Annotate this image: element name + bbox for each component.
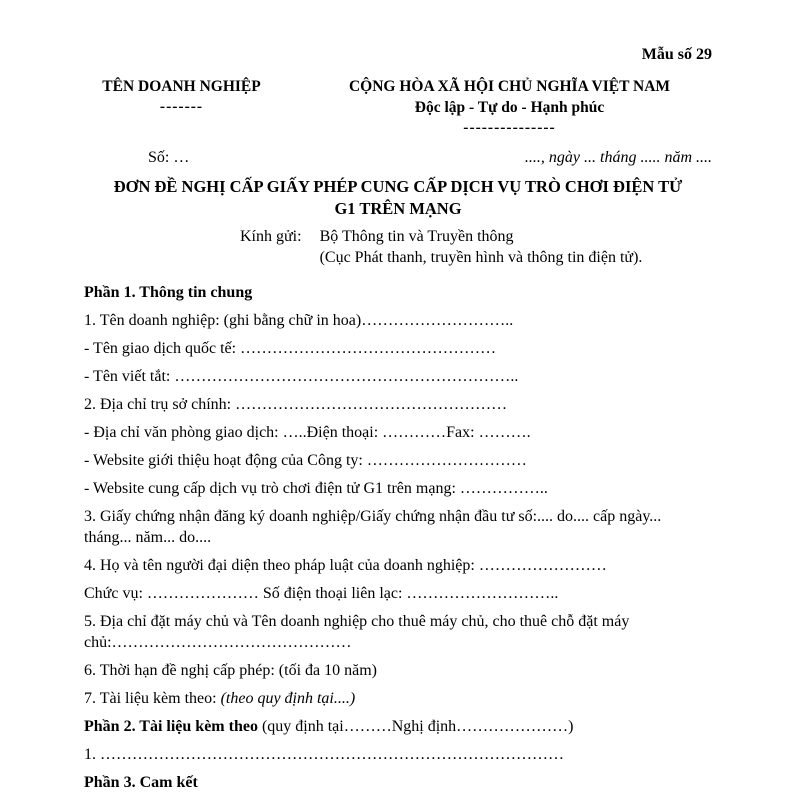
- recipient-block: [240, 226, 712, 268]
- recipient-line1: Bộ Thông tin và Truyền thông: [319, 228, 514, 245]
- reference-date: ...., ngày ... tháng ..... năm ....: [524, 149, 712, 166]
- form-line-company-website: - Website giới thiệu hoạt động của Công ty: …………………………: [84, 452, 527, 469]
- company-divider: -------: [159, 98, 204, 115]
- form-line-company-name: 1. Tên doanh nghiệp: (ghi bằng chữ in hoa)………………………..: [84, 312, 514, 329]
- header-company-block: [84, 76, 279, 138]
- section3-heading: Phần 3. Cam kết: [84, 774, 198, 791]
- form-line-abbrev: - Tên viết tắt: ………………………………………………………..: [84, 368, 519, 385]
- national-divider: ---------------: [463, 119, 556, 136]
- form-number: Mẫu số 29: [641, 46, 712, 63]
- national-title: CỘNG HÒA XÃ HỘI CHỦ NGHĨA VIỆT NAM: [348, 78, 671, 95]
- form-line-game-website: - Website cung cấp dịch vụ trò chơi điện tử G1 trên mạng: ……………..: [84, 480, 548, 497]
- recipient-label: Kính gửi:: [240, 228, 302, 245]
- document-title-line2: G1 TRÊN MẠNG: [334, 199, 462, 218]
- section2-heading-bold: Phần 2. Tài liệu kèm theo: [84, 718, 258, 735]
- form-line-server-location: 5. Địa chỉ đặt máy chủ và Tên doanh nghiệp cho thuê máy chủ, cho thuê chỗ đặt máy chủ:………………………………………: [84, 613, 630, 651]
- reference-number: Số: …: [148, 149, 190, 166]
- recipient-address: [320, 226, 643, 268]
- reference-row: [84, 147, 712, 168]
- company-name: TÊN DOANH NGHIỆP: [102, 78, 261, 95]
- section1-heading: Phần 1. Thông tin chung: [84, 284, 253, 301]
- form-line-intl-name: - Tên giao dịch quốc tế: …………………………………………: [84, 340, 497, 357]
- form-line-office-phone-fax: - Địa chỉ văn phòng giao dịch: …..Điện thoại: …………Fax: ……….: [84, 424, 531, 441]
- form-line-license-duration: 6. Thời hạn đề nghị cấp phép: (tối đa 10 năm): [84, 662, 377, 679]
- form-line-registration-cert: 3. Giấy chứng nhận đăng ký doanh nghiệp/Giấy chứng nhận đầu tư số:.... do.... cấp ngày... tháng... năm... do....: [84, 508, 662, 546]
- recipient-line2: (Cục Phát thanh, truyền hình và thông tin điện tử).: [319, 249, 643, 266]
- document-title-line1: ĐƠN ĐỀ NGHỊ CẤP GIẤY PHÉP CUNG CẤP DỊCH VỤ TRÒ CHƠI ĐIỆN TỬ: [113, 177, 683, 196]
- section2-line-1: 1. ……………………………………………………………………………: [84, 746, 564, 763]
- national-motto: Độc lập - Tự do - Hạnh phúc: [414, 99, 605, 116]
- document-title: [84, 176, 712, 220]
- form-line-attached-docs-note: (theo quy định tại....): [220, 690, 356, 707]
- form-line-legal-representative: 4. Họ và tên người đại diện theo pháp luật của doanh nghiệp: ……………………: [84, 557, 607, 574]
- section2-heading-note: (quy định tại………Nghị định…………………): [257, 718, 574, 735]
- form-line-attached-docs-text: 7. Tài liệu kèm theo:: [84, 690, 221, 707]
- form-line-position-phone: Chức vụ: ………………… Số điện thoại liên lạc: ………………………..: [84, 585, 559, 602]
- national-header: [84, 76, 712, 138]
- section2-heading: [84, 716, 712, 737]
- form-line-hq-address: 2. Địa chỉ trụ sở chính: ……………………………………………: [84, 396, 508, 413]
- header-national-block: [307, 76, 712, 138]
- form-line-attached-docs: [84, 688, 712, 709]
